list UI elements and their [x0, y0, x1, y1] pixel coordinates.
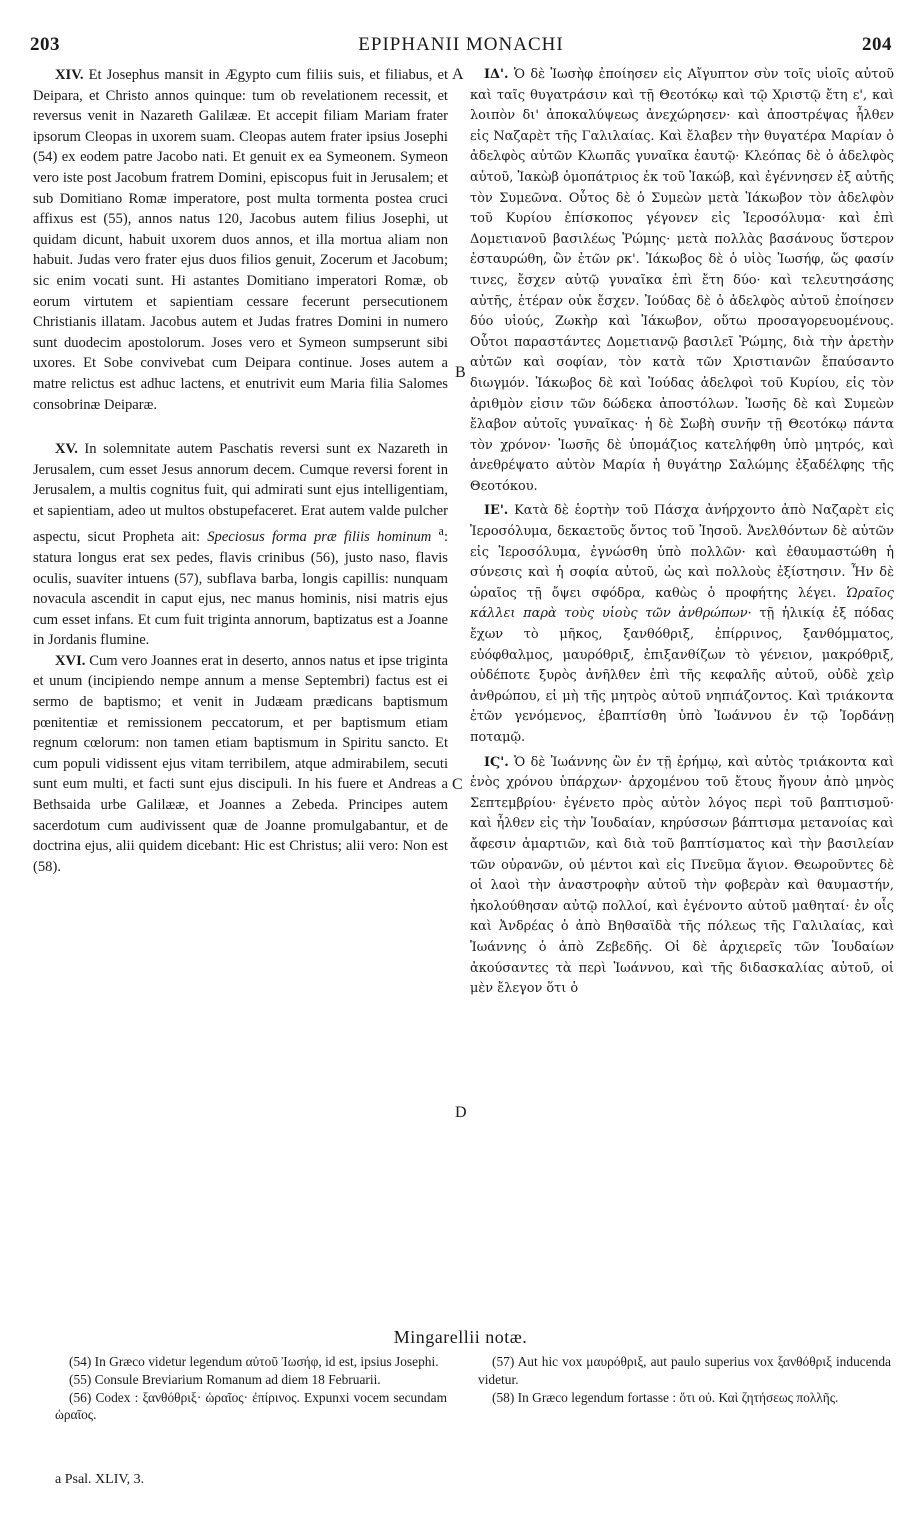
- section-text-continued: : statura longus erat sex pedes, flavis crinibus (56), justo naso, flavis oculis, suaviter intuens (57), subflava barba, longis capillis: nunquam novacula ascendit in caput ejus, nec manus hominis, nisi matris ejus cum esset infans. Et cum fuit triginta annorum, baptizatus est a Joanne in Jordanis flumine.: [33, 529, 448, 649]
- running-title: EPIPHANII MONACHI: [358, 34, 564, 55]
- note-58: (58) In Græco legendum fortasse : ὅτι οὐ. Καὶ ζητήσεως πολλῆς.: [492, 1389, 839, 1405]
- section-text-continued: τῇ ἡλικίᾳ ἐξ πόδας ἔχων τὸ μῆκος, ξανθόθριξ, ἐπίρρινος, ξανθόμματος, εὐόφθαλμος, μαυρόθριξ, ἐπιξανθίζων τὸ γένειον, μακρόθριξ, οὐδέποτε ξυρὸς ἀνῆλθεν ἐπὶ τῆς κεφαλῆς αὐτοῦ, οὐδὲ χεὶρ ἀνθρώπου, εἰ μὴ τῆς μητρὸς αὐτοῦ νηπιάζοντος. Καὶ τριάκοντα ἐτῶν γενόμενος, ἐβαπτίσθη ὑπὸ Ἰωάννου ἐν τῷ Ἰορδάνῃ ποταμῷ.: [470, 606, 894, 745]
- greek-section-15: [470, 501, 894, 748]
- section-number: XVI.: [55, 652, 86, 669]
- section-text: In solemnitate autem Paschatis reversi sunt ex Nazareth in Jerusalem, cum esset Jesus annorum decem. Cumque reversi forent in Jerusalem, a multis cognitus fuit, qui admirati sunt ejus intelligentiam, et sapientiam, adeo ut multos obstupefaceret. Erat autem valde pulcher aspectu, sicut Propheta ait:: [33, 441, 448, 546]
- latin-section-14: [33, 65, 448, 415]
- latin-section-16: [33, 651, 448, 878]
- section-text: Cum vero Joannes erat in deserto, annos natus et ipse triginta et unum (incipiendo nempe annum a mense Septembri) factus est ei sermo de baptismo; et venit in Judæam prædicans baptismum pœnitentiæ et remissionem peccatorum, et per baptismum etiam regnum cœlorum: non tamen etiam baptismum in Spiritu sancto. Et cum populi vidissent ejus vitam terribilem, atque admirabilem, secuti sunt eum multi, et facti sunt ejus discipuli. In his fuere et Andreas a Bethsaida urbe Galilææ, et Joannes a Zebeda. Principes autem sacerdotum cum audivissent quæ de Joanne promulgabantur, et de doctrina ejus, alii quidem dicebant: Hic est Christus; alii vero: Non est (58).: [33, 652, 448, 875]
- notes-title: Mingarellii notæ.: [393, 1327, 528, 1347]
- notes-left-column: [55, 1353, 447, 1424]
- running-header: [30, 34, 892, 58]
- section-number: XV.: [55, 441, 78, 458]
- notes-right-column: [478, 1353, 891, 1406]
- section-number: ΙϚ'.: [484, 754, 509, 770]
- margin-marker-b: B: [455, 364, 466, 381]
- greek-section-16: [470, 753, 894, 1000]
- margin-marker-a: A: [452, 66, 464, 83]
- section-text: Ὁ δὲ Ἰωσὴφ ἐποίησεν εἰς Αἴγυπτον σὺν τοῖς υἱοῖς αὐτοῦ καὶ ταῖς θυγατράσιν καὶ τῇ Θεοτόκῳ καὶ τῷ Χριστῷ ἔτη ε', καὶ λοιπὸν δι' ἀποκαλύψεως ἀνεχώρησεν· καὶ ἀποστρέψας ἦλθεν εἰς Ναζαρὲτ τῆς Γαλιλαίας. Καὶ ἔλαβεν τὴν θυγατέρα Μαρίαν ὁ ἀδελφὸς αὐτῶν Κλωπᾶς γυναῖκα ἑαυτῷ· Κλεόπας δὲ ὁ ἀδελφὸς αὐτοῦ, Ἰακὼβ ὁμοπάτριος ἐκ τοῦ Ἰακώβ, καὶ ἐγέννησεν ἐξ αὐτῆς τὸν Συμεῶνα. Οὗτος δὲ ὁ Συμεὼν μετὰ Ἰάκωβον τὸν ἀδελφὸν τοῦ Κυρίου ἐπίσκοπος γέγονεν εἰς Ἱεροσόλυμα· καὶ ἐπὶ Δομετιανοῦ βασιλέως Ῥώμης· μετὰ πολλὰς βασάνους ὕστερον ἐσταυρώθη, ὢν ἐτῶν ρκ'. Ἰάκωβος δὲ ὁ υἱὸς Ἰωσήφ, ὥς φασίν τινες, ἔσχεν αὐτῷ γυναῖκα ἐπὶ ἔτη δύο· καὶ τελευτησάσης αὐτῆς, ἑτέραν οὐκ ἔσχεν. Ἰούδας δὲ ὁ ἀδελφὸς αὐτοῦ ἐποίησεν δύο υἱούς, Ζωκὴρ καὶ Ἰάκωβον, οὕτω προσαγορευομένους. Οὗτοι παραστάντες Δομετιανῷ βασιλεῖ Ῥώμης, διὰ τὴν ἀρετὴν αὐτῶν καὶ σοφίαν, τὸν κατὰ τῶν Χριστιανῶν ἔπαύσαντο διωγμόν. Ἰάκωβος δὲ καὶ Ἰούδας ἀδελφοὶ τοῦ Κυρίου, εἰς τὸν ἀριθμὸν εἰσιν τῶν δώδεκα ἀποστόλων. Ἰωσῆς δὲ καὶ Συμεὼν ἔλαβον αὐτοῖς γυναῖκας· ἡ δὲ Σωβὴ συνῆν τῇ Θεοτόκῳ πάντα τὸν χρόνον· Ἰωσῆς δὲ ὑπομάζιος κατελήφθη ὑπὸ μητρός, καὶ ἀνεθρέψατο αὐτὸν Μαρία ἡ θυγάτηρ Σαλώμης ἐξαδέλφης τῆς Θεοτόκου.: [470, 67, 894, 494]
- footnote-ref: a: [438, 524, 444, 539]
- margin-marker-d: D: [455, 1104, 467, 1121]
- latin-column: [33, 65, 448, 877]
- note-57: (57) Aut hic vox μαυρόθριξ, aut paulo superius vox ξανθόθριξ inducenda videtur.: [478, 1354, 891, 1387]
- section-number: ΙΔ'.: [484, 67, 509, 82]
- footnote-psalm: a Psal. XLIV, 3.: [55, 1472, 145, 1487]
- section-text: Ὁ δὲ Ἰωάννης ὢν ἐν τῇ ἐρήμῳ, καὶ αὐτὸς τριάκοντα καὶ ἑνὸς χρόνου ὑπάρχων· ἀρχομένου τοῦ ἔτους ἤγουν ἀπὸ μηνὸς Σεπτεμβρίου· ἐγένετο πρὸς αὐτὸν λόγος περὶ τοῦ βαπτισμοῦ· καὶ ἦλθεν εἰς τὴν Ἰουδαίαν, κηρύσσων βάπτισμα μετανοίας καὶ ἄφεσιν ἁμαρτιῶν, καὶ διὰ τοῦ βαπτίσματος καὶ τὴν βασιλείαν τῶν οὐρανῶν, οὐ μέντοι καὶ εἰς Πνεῦμα ἅγιον. Θεωροῦντες δὲ οἱ λαοὶ τὴν ἀναστροφὴν αὐτοῦ τὴν φοβερὰν καὶ θαυμαστήν, ἠκολούθησαν αὐτῷ πολλοί, καὶ ἐγένοντο αὐτοῦ μαθηταί· ἐν οἷς καὶ Ἀνδρέας ὁ ἀπὸ Βηθσαϊδὰ τῆς πόλεως τῆς Γαλιλαίας, καὶ Ἰωάννης ὁ ἀπὸ Ζεβεδῆς. Οἱ δὲ ἀρχιερεῖς τῶν Ἰουδαίων ἀκούσαντες τὰ περὶ Ἰωάννου, καὶ τῆς διδασκαλίας αὐτοῦ, οἱ μὲν ἔλεγον ὅτι ὁ: [470, 754, 894, 997]
- note-56: (56) Codex : ξανθόθριξ· ὡραῖος· ἐπίρινος. Expunxi vocem secundam ὡραῖος.: [55, 1389, 447, 1423]
- latin-section-15: [33, 439, 448, 651]
- margin-marker-c: C: [452, 776, 463, 793]
- scripture-quote: Ὡραῖος κάλλει παρὰ τοὺς υἱοὺς τῶν ἀνθρώπων·: [470, 585, 894, 622]
- note-55: (55) Consule Breviarium Romanum ad diem 18 Februarii.: [69, 1371, 381, 1387]
- page-number-left: 203: [30, 34, 60, 55]
- section-text: Et Josephus mansit in Ægypto cum filiis suis, et filiabus, et Deipara, et Christo annos quinque: tum ob revelationem recessit, et reversus venit in Nazareth Galilææ. Et accepit filiam Mariam frater ipsorum Cleopas in uxorem suam. Cleopas autem frater ipsius Josephi (54) ex eodem patre Jacobo nati. Et genuit ex ea Symeonem. Symeon vero iste post Jacobum fratrem Domini, episcopus fuit in Jerusalem; et sub Domitiano Romæ imperatore, post multa tormenta postea cruci affixus est (55), annos natus 120, Jacobus autem filius Josephi, ut quidam dicunt, habuit uxorem duos annos, et illa mortua aliam non habuit. Judas vero frater ejus duos filios genuit, Zocerum et Jacobum; sic enim vocati sunt. Hi astantes Domitiano imperatori Romæ, ob eorum virtutem et sapientiam cessare fecerunt persecutionem Christianis illatam. Jacobus autem et Judas fratres Domini in numero sunt duodecim apostolorum. Joses vero et Symeon sumpserunt sibi uxores. Et Sobe convivebat cum Deipara continue. Joses autem a matre relictus est adhuc lactens, et enutrivit eum Maria filia Salomes consobrinæ Deiparæ.: [33, 67, 448, 413]
- scripture-quote: Speciosus forma præ filiis hominum: [207, 529, 432, 546]
- section-number: XIV.: [55, 67, 84, 83]
- note-54: (54) In Græco videtur legendum αὐτοῦ Ἰωσήφ, id est, ipsius Josephi.: [69, 1354, 439, 1369]
- greek-column: [470, 65, 894, 1000]
- section-number: ΙΕ'.: [484, 503, 509, 519]
- greek-section-14: [470, 65, 894, 497]
- section-text: Κατὰ δὲ ἑορτὴν τοῦ Πάσχα ἀνήρχοντο ἀπὸ Ναζαρὲτ εἰς Ἱεροσόλυμα, δεκαετοῦς ὄντος τοῦ Ἰησοῦ. Ἀνελθόντων δὲ αὐτῶν εἰς Ἱεροσόλυμα, ἐγνώσθη ὑπὸ πολλῶν· καὶ ἐθαυμαστώθη ἡ σύνεσις καὶ ἡ σοφία αὐτοῦ, ὡς καὶ πολλοὺς ἐξίστησιν. Ἦν δὲ ὡραῖος τῇ ὄψει σφόδρα, καθὼς ὁ προφήτης λέγει.: [470, 503, 894, 601]
- page-number-right: 204: [862, 34, 892, 55]
